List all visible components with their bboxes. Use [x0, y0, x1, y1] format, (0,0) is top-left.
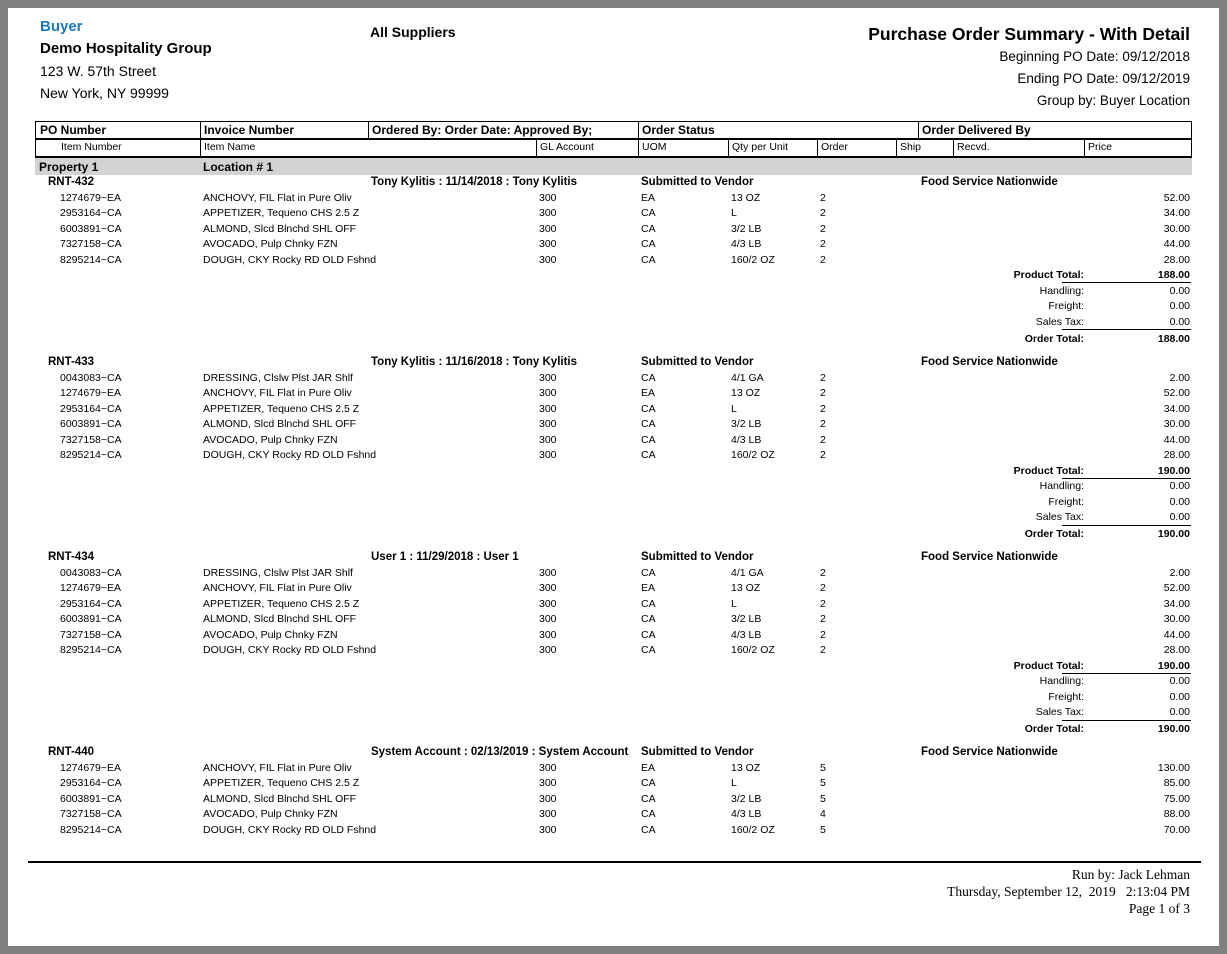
item-name: APPETIZER, Tequeno CHS 2.5 Z: [203, 597, 360, 610]
gl-account: 300: [539, 449, 557, 461]
item-name: AVOCADO, Pulp Chnky FZN: [203, 238, 338, 250]
order-qty: 2: [820, 613, 826, 625]
po-number: RNT-440: [48, 746, 95, 758]
divider: [728, 140, 729, 156]
gl-account: 300: [539, 597, 557, 610]
price: 52.00: [1163, 387, 1190, 399]
totals-underline: [1062, 720, 1191, 721]
divider: [200, 140, 201, 156]
col-order-status: Order Status: [642, 123, 715, 137]
po-number: RNT-432: [48, 176, 95, 188]
qty-per-unit: 3/2 LB: [731, 418, 762, 430]
order-status: Submitted to Vendor: [641, 356, 754, 368]
item-number: 6003891~CA: [60, 613, 122, 625]
handling-label: Handling:: [1039, 480, 1084, 492]
item-name: ALMOND, Slcd Blnchd SHL OFF: [203, 792, 357, 805]
qty-per-unit: 160/2 OZ: [731, 644, 775, 656]
item-name: DOUGH, CKY Rocky RD OLD Fshnd: [203, 253, 377, 266]
item-number: 7327158~CA: [60, 238, 122, 250]
gl-account: 300: [539, 238, 557, 250]
price: 130.00: [1157, 761, 1190, 774]
divider: [638, 140, 639, 156]
totals-row: [0, 527, 1227, 543]
gl-account: 300: [539, 628, 557, 641]
order-qty: 2: [820, 628, 826, 641]
price: 88.00: [1163, 808, 1190, 820]
sales-tax-value: 0.00: [1169, 315, 1190, 328]
uom: CA: [641, 402, 656, 415]
handling-value: 0.00: [1169, 480, 1190, 492]
item-number: 1274679~EA: [60, 761, 122, 774]
price: 34.00: [1163, 597, 1190, 610]
item-name: DRESSING, Clslw Plst JAR Shlf: [203, 566, 353, 579]
divider: [536, 140, 537, 156]
price: 75.00: [1163, 792, 1190, 805]
order-qty: 5: [820, 792, 826, 805]
sales-tax-value: 0.00: [1169, 511, 1190, 523]
col-recvd: Recvd.: [957, 141, 990, 153]
totals-row: [0, 479, 1227, 495]
item-number: 8295214~CA: [60, 253, 122, 266]
page-number: Page 1 of 3: [1128, 901, 1190, 916]
uom: EA: [641, 582, 656, 594]
item-number: 0043083~CA: [60, 371, 122, 384]
freight-value: 0.00: [1169, 690, 1190, 703]
totals-row: [0, 659, 1227, 675]
buyer-address-line2: New York, NY 99999: [40, 85, 169, 101]
order-total-value: 190.00: [1157, 528, 1190, 540]
order-qty: 5: [820, 777, 826, 789]
item-name: DOUGH, CKY Rocky RD OLD Fshnd: [203, 644, 377, 656]
order-qty: 2: [820, 387, 826, 399]
item-name: DOUGH, CKY Rocky RD OLD Fshnd: [203, 449, 377, 461]
product-total-value: 188.00: [1157, 269, 1190, 281]
item-row: [0, 792, 1227, 808]
item-number: 2953164~CA: [60, 207, 122, 219]
order-total-value: 190.00: [1157, 723, 1190, 735]
buyer-block: [40, 16, 212, 104]
uom: CA: [641, 207, 656, 219]
order-section-header: [0, 550, 1227, 566]
delivered-by: Food Service Nationwide: [921, 551, 1058, 563]
gl-account: 300: [539, 613, 557, 625]
order-qty: 2: [820, 191, 826, 204]
footer-divider: [28, 861, 1201, 863]
qty-per-unit: 4/3 LB: [731, 433, 762, 446]
item-name: AVOCADO, Pulp Chnky FZN: [203, 433, 338, 446]
freight-value: 0.00: [1169, 300, 1190, 312]
qty-per-unit: 160/2 OZ: [731, 253, 775, 266]
gl-account: 300: [539, 433, 557, 446]
handling-value: 0.00: [1169, 284, 1190, 297]
price: 52.00: [1163, 191, 1190, 204]
uom: EA: [641, 191, 656, 204]
delivered-by: Food Service Nationwide: [921, 176, 1058, 188]
totals-row: [0, 705, 1227, 721]
item-number: 1274679~EA: [60, 582, 122, 594]
qty-per-unit: 13 OZ: [731, 582, 761, 594]
price: 34.00: [1163, 207, 1190, 219]
item-row: [0, 222, 1227, 238]
qty-per-unit: 3/2 LB: [731, 792, 762, 805]
qty-per-unit: L: [731, 402, 737, 415]
col-item-name: Item Name: [204, 141, 256, 153]
totals-row: [0, 722, 1227, 738]
item-name: AVOCADO, Pulp Chnky FZN: [203, 808, 338, 820]
product-total-label: Product Total:: [1013, 464, 1084, 477]
gl-account: 300: [539, 761, 557, 774]
totals-row: [0, 464, 1227, 480]
totals-row: [0, 332, 1227, 348]
item-row: [0, 448, 1227, 464]
uom: CA: [641, 823, 656, 836]
qty-per-unit: 3/2 LB: [731, 613, 762, 625]
gl-account: 300: [539, 808, 557, 820]
order-qty: 2: [820, 566, 826, 579]
col-ship: Ship: [900, 141, 922, 153]
item-row: [0, 433, 1227, 449]
qty-per-unit: 4/3 LB: [731, 238, 762, 250]
price: 28.00: [1163, 253, 1190, 266]
uom: CA: [641, 613, 656, 625]
item-number: 1274679~EA: [60, 387, 122, 399]
price: 2.00: [1169, 371, 1190, 384]
item-row: [0, 823, 1227, 839]
item-name: DOUGH, CKY Rocky RD OLD Fshnd: [203, 823, 377, 836]
uom: CA: [641, 628, 656, 641]
gl-account: 300: [539, 823, 557, 836]
po-number: RNT-433: [48, 356, 95, 368]
order-status: Submitted to Vendor: [641, 176, 754, 188]
sales-tax-label: Sales Tax:: [1035, 315, 1084, 328]
divider: [918, 122, 919, 138]
item-row: [0, 581, 1227, 597]
item-name: ANCHOVY, FIL Flat in Pure Oliv: [203, 191, 352, 204]
uom: CA: [641, 371, 656, 384]
qty-per-unit: L: [731, 207, 737, 219]
item-number: 8295214~CA: [60, 644, 122, 656]
item-name: APPETIZER, Tequeno CHS 2.5 Z: [203, 402, 360, 415]
buyer-address-line1: 123 W. 57th Street: [40, 63, 156, 79]
buyer-name: Demo Hospitality Group: [40, 40, 212, 57]
buyer-label: Buyer: [40, 18, 83, 35]
divider: [368, 122, 369, 138]
item-number: 7327158~CA: [60, 808, 122, 820]
totals-row: [0, 690, 1227, 706]
qty-per-unit: 4/1 GA: [731, 566, 764, 579]
item-row: [0, 761, 1227, 777]
item-name: ALMOND, Slcd Blnchd SHL OFF: [203, 418, 357, 430]
item-name: AVOCADO, Pulp Chnky FZN: [203, 628, 338, 641]
handling-label: Handling:: [1039, 284, 1084, 297]
product-total-value: 190.00: [1157, 464, 1190, 477]
price: 85.00: [1163, 777, 1190, 789]
qty-per-unit: 160/2 OZ: [731, 449, 775, 461]
handling-value: 0.00: [1169, 675, 1190, 687]
price: 2.00: [1169, 566, 1190, 579]
table-header-row2: [36, 140, 1191, 156]
report-footer: [947, 866, 1190, 917]
price: 30.00: [1163, 418, 1190, 430]
col-po-number: PO Number: [40, 123, 107, 137]
item-name: ALMOND, Slcd Blnchd SHL OFF: [203, 613, 357, 625]
delivered-by: Food Service Nationwide: [921, 746, 1058, 758]
order-qty: 2: [820, 449, 826, 461]
ordered-by: Tony Kylitis : 11/16/2018 : Tony Kylitis: [371, 356, 578, 368]
property-label: Property 1: [39, 160, 99, 174]
item-row: [0, 237, 1227, 253]
order-qty: 2: [820, 402, 826, 415]
gl-account: 300: [539, 222, 557, 235]
order-qty: 4: [820, 808, 826, 820]
order-status: Submitted to Vendor: [641, 746, 754, 758]
order-total-label: Order Total:: [1024, 528, 1084, 540]
totals-row: [0, 495, 1227, 511]
uom: CA: [641, 792, 656, 805]
order-qty: 2: [820, 418, 826, 430]
totals-underline: [1062, 673, 1191, 674]
totals-row: [0, 268, 1227, 284]
item-row: [0, 807, 1227, 823]
ordered-by: Tony Kylitis : 11/14/2018 : Tony Kylitis: [371, 176, 578, 188]
gl-account: 300: [539, 387, 557, 399]
product-total-label: Product Total:: [1013, 269, 1084, 281]
totals-row: [0, 674, 1227, 690]
ending-po-date: Ending PO Date: 09/12/2019: [1017, 71, 1190, 86]
item-row: [0, 566, 1227, 582]
group-by: Group by: Buyer Location: [1036, 93, 1190, 108]
item-row: [0, 206, 1227, 222]
delivered-by: Food Service Nationwide: [921, 356, 1058, 368]
qty-per-unit: 13 OZ: [731, 761, 761, 774]
order-qty: 2: [820, 644, 826, 656]
uom: CA: [641, 418, 656, 430]
item-name: ALMOND, Slcd Blnchd SHL OFF: [203, 222, 357, 235]
location-label: Location # 1: [203, 160, 274, 174]
freight-value: 0.00: [1169, 495, 1190, 508]
item-number: 1274679~EA: [60, 191, 122, 204]
qty-per-unit: 13 OZ: [731, 191, 761, 204]
order-qty: 2: [820, 207, 826, 219]
uom: CA: [641, 449, 656, 461]
uom: EA: [641, 761, 656, 774]
item-number: 7327158~CA: [60, 628, 122, 641]
item-name: ANCHOVY, FIL Flat in Pure Oliv: [203, 582, 352, 594]
order-total-value: 188.00: [1157, 332, 1190, 345]
item-number: 6003891~CA: [60, 418, 122, 430]
item-number: 0043083~CA: [60, 566, 122, 579]
price: 44.00: [1163, 628, 1190, 641]
item-number: 8295214~CA: [60, 823, 122, 836]
totals-row: [0, 510, 1227, 526]
sales-tax-label: Sales Tax:: [1035, 706, 1084, 718]
qty-per-unit: 4/1 GA: [731, 371, 764, 384]
item-name: APPETIZER, Tequeno CHS 2.5 Z: [203, 207, 360, 219]
totals-underline: [1062, 329, 1191, 330]
col-order: Order: [821, 141, 848, 153]
gl-account: 300: [539, 253, 557, 266]
run-by: Run by: Jack Lehman: [1071, 867, 1190, 882]
gl-account: 300: [539, 777, 557, 789]
totals-underline: [1062, 478, 1191, 479]
col-item-number: Item Number: [61, 141, 122, 153]
ordered-by: User 1 : 11/29/2018 : User 1: [371, 551, 519, 563]
qty-per-unit: L: [731, 777, 737, 789]
item-row: [0, 191, 1227, 207]
divider: [638, 122, 639, 138]
order-qty: 2: [820, 371, 826, 384]
col-order-delivered-by: Order Delivered By: [922, 123, 1031, 137]
order-section-header: [0, 745, 1227, 761]
qty-per-unit: 4/3 LB: [731, 628, 762, 641]
uom: CA: [641, 777, 656, 789]
item-row: [0, 628, 1227, 644]
suppliers-label: All Suppliers: [370, 24, 456, 40]
freight-label: Freight:: [1048, 690, 1084, 703]
item-name: ANCHOVY, FIL Flat in Pure Oliv: [203, 761, 352, 774]
order-qty: 5: [820, 761, 826, 774]
item-name: APPETIZER, Tequeno CHS 2.5 Z: [203, 777, 360, 789]
freight-label: Freight:: [1048, 495, 1084, 508]
uom: CA: [641, 238, 656, 250]
item-number: 2953164~CA: [60, 777, 122, 789]
product-total-value: 190.00: [1157, 659, 1190, 672]
divider: [896, 140, 897, 156]
price: 28.00: [1163, 644, 1190, 656]
gl-account: 300: [539, 644, 557, 656]
order-qty: 2: [820, 253, 826, 266]
qty-per-unit: 4/3 LB: [731, 808, 762, 820]
freight-label: Freight:: [1048, 300, 1084, 312]
price: 52.00: [1163, 582, 1190, 594]
price: 30.00: [1163, 222, 1190, 235]
totals-row: [0, 315, 1227, 331]
order-qty: 5: [820, 823, 826, 836]
uom: CA: [641, 222, 656, 235]
item-row: [0, 386, 1227, 402]
sales-tax-label: Sales Tax:: [1035, 511, 1084, 523]
table-header-row1: [36, 122, 1191, 140]
item-number: 7327158~CA: [60, 433, 122, 446]
price: 30.00: [1163, 613, 1190, 625]
item-row: [0, 402, 1227, 418]
price: 28.00: [1163, 449, 1190, 461]
order-status: Submitted to Vendor: [641, 551, 754, 563]
run-date: Thursday, September 12, 2019 2:13:04 PM: [947, 884, 1190, 899]
divider: [953, 140, 954, 156]
divider: [1084, 140, 1085, 156]
totals-underline: [1062, 282, 1191, 283]
gl-account: 300: [539, 566, 557, 579]
price: 44.00: [1163, 238, 1190, 250]
item-row: [0, 597, 1227, 613]
item-row: [0, 612, 1227, 628]
order-section-header: [0, 175, 1227, 191]
gl-account: 300: [539, 418, 557, 430]
beginning-po-date: Beginning PO Date: 09/12/2018: [999, 49, 1190, 64]
item-row: [0, 417, 1227, 433]
col-uom: UOM: [642, 141, 667, 153]
order-qty: 2: [820, 433, 826, 446]
po-number: RNT-434: [48, 551, 95, 563]
uom: CA: [641, 644, 656, 656]
gl-account: 300: [539, 191, 557, 204]
qty-per-unit: 160/2 OZ: [731, 823, 775, 836]
order-qty: 2: [820, 222, 826, 235]
col-price: Price: [1088, 141, 1112, 153]
price: 44.00: [1163, 433, 1190, 446]
uom: CA: [641, 566, 656, 579]
item-row: [0, 371, 1227, 387]
item-row: [0, 643, 1227, 659]
ordered-by: System Account : 02/13/2019 : System Account: [371, 746, 629, 758]
col-gl-account: GL Account: [540, 141, 594, 153]
divider: [200, 122, 201, 138]
totals-row: [0, 299, 1227, 315]
qty-per-unit: 3/2 LB: [731, 222, 762, 235]
item-number: 2953164~CA: [60, 597, 122, 610]
qty-per-unit: L: [731, 597, 737, 610]
sales-tax-value: 0.00: [1169, 706, 1190, 718]
gl-account: 300: [539, 371, 557, 384]
totals-row: [0, 284, 1227, 300]
table-header: [35, 121, 1192, 158]
order-total-label: Order Total:: [1024, 332, 1084, 345]
qty-per-unit: 13 OZ: [731, 387, 761, 399]
order-qty: 2: [820, 597, 826, 610]
group-band: [35, 158, 1192, 175]
totals-underline: [1062, 525, 1191, 526]
uom: CA: [641, 597, 656, 610]
uom: CA: [641, 433, 656, 446]
item-number: 6003891~CA: [60, 222, 122, 235]
order-section-header: [0, 355, 1227, 371]
report-header: [868, 22, 1190, 112]
gl-account: 300: [539, 402, 557, 415]
order-qty: 2: [820, 582, 826, 594]
price: 34.00: [1163, 402, 1190, 415]
order-qty: 2: [820, 238, 826, 250]
col-qty-per-unit: Qty per Unit: [732, 141, 789, 153]
item-name: DRESSING, Clslw Plst JAR Shlf: [203, 371, 353, 384]
col-ordered-by: Ordered By: Order Date: Approved By;: [372, 123, 593, 137]
gl-account: 300: [539, 582, 557, 594]
price: 70.00: [1163, 823, 1190, 836]
item-name: ANCHOVY, FIL Flat in Pure Oliv: [203, 387, 352, 399]
gl-account: 300: [539, 207, 557, 219]
uom: CA: [641, 253, 656, 266]
item-row: [0, 776, 1227, 792]
uom: EA: [641, 387, 656, 399]
divider: [817, 140, 818, 156]
report-title: Purchase Order Summary - With Detail: [868, 24, 1190, 44]
item-row: [0, 253, 1227, 269]
item-number: 2953164~CA: [60, 402, 122, 415]
item-number: 6003891~CA: [60, 792, 122, 805]
order-total-label: Order Total:: [1024, 723, 1084, 735]
product-total-label: Product Total:: [1013, 659, 1084, 672]
uom: CA: [641, 808, 656, 820]
handling-label: Handling:: [1039, 675, 1084, 687]
item-number: 8295214~CA: [60, 449, 122, 461]
col-invoice-number: Invoice Number: [204, 123, 295, 137]
gl-account: 300: [539, 792, 557, 805]
